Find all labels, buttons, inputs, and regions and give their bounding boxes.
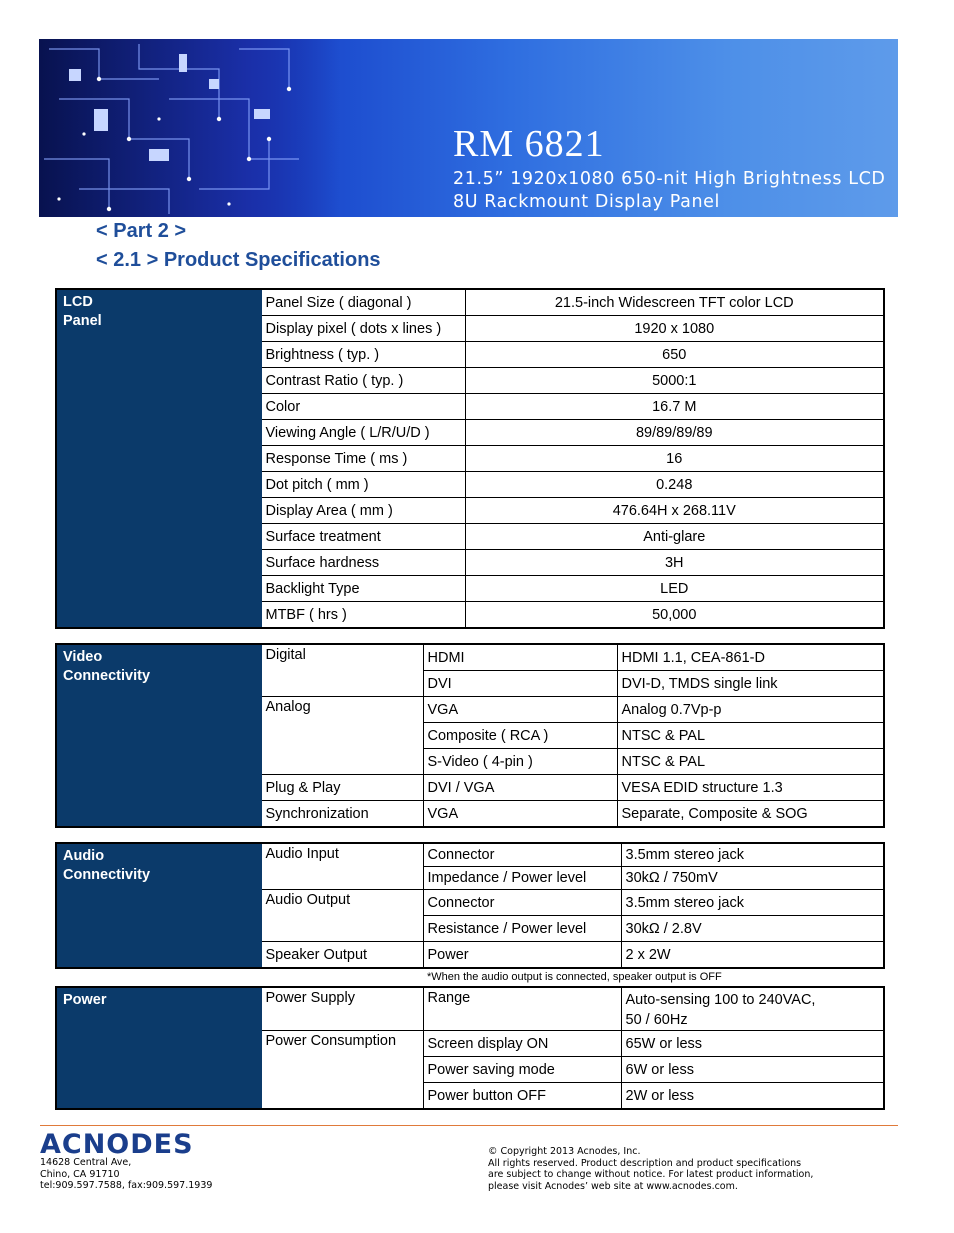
spec-label: Power <box>423 942 621 969</box>
spec-value: 1920 x 1080 <box>465 316 884 342</box>
spec-value: HDMI 1.1, CEA-861-D <box>617 644 884 671</box>
spec-value: 21.5-inch Widescreen TFT color LCD <box>465 289 884 316</box>
spec-value: Auto-sensing 100 to 240VAC, 50 / 60Hz <box>621 987 884 1031</box>
spec-value: Anti-glare <box>465 524 884 550</box>
spec-label: Impedance / Power level <box>423 867 621 890</box>
product-title: RM 6821 <box>453 123 605 165</box>
spec-label: DVI / VGA <box>423 775 617 801</box>
header-banner <box>39 39 898 217</box>
spec-value: 16.7 M <box>465 394 884 420</box>
spec-value: 65W or less <box>621 1031 884 1057</box>
lcd-panel-category: LCD Panel <box>56 289 261 628</box>
company-address: 14628 Central Ave, Chino, CA 91710 tel:909.597.7588, fax:909.597.1939 <box>40 1157 213 1191</box>
spec-value: 6W or less <box>621 1057 884 1083</box>
spec-label: VGA <box>423 697 617 723</box>
spec-label: Display pixel ( dots x lines ) <box>261 316 465 342</box>
spec-group-label: Speaker Output <box>261 942 423 969</box>
power-table <box>55 986 885 1110</box>
spec-value: LED <box>465 576 884 602</box>
section-heading: < 2.1 > Product Specifications <box>96 249 381 271</box>
part-heading: < Part 2 > <box>96 220 187 242</box>
spec-label: Color <box>261 394 465 420</box>
table-row <box>56 289 884 316</box>
spec-label: Contrast Ratio ( typ. ) <box>261 368 465 394</box>
spec-label: VGA <box>423 801 617 828</box>
table-row <box>56 644 884 671</box>
spec-group-label: Power Supply <box>261 987 423 1031</box>
spec-group-label: Plug & Play <box>261 775 423 801</box>
power-category: Power <box>56 987 261 1109</box>
spec-label: Panel Size ( diagonal ) <box>261 289 465 316</box>
audio-footnote: *When the audio output is connected, speaker output is OFF <box>427 971 722 983</box>
spec-value: 3.5mm stereo jack <box>621 890 884 916</box>
spec-value: 16 <box>465 446 884 472</box>
spec-group-label: Audio Input <box>261 843 423 890</box>
spec-group-label: Digital <box>261 644 423 697</box>
audio-connectivity-table <box>55 842 885 969</box>
spec-value: 476.64H x 268.11V <box>465 498 884 524</box>
spec-value: 3.5mm stereo jack <box>621 843 884 867</box>
spec-value: 30kΩ / 750mV <box>621 867 884 890</box>
spec-label: Composite ( RCA ) <box>423 723 617 749</box>
spec-value: VESA EDID structure 1.3 <box>617 775 884 801</box>
spec-group-label: Audio Output <box>261 890 423 942</box>
spec-label: Brightness ( typ. ) <box>261 342 465 368</box>
spec-value: 0.248 <box>465 472 884 498</box>
product-subtitle-line1: 21.5” 1920x1080 650-nit High Brightness LCD <box>453 169 886 189</box>
spec-value: DVI-D, TMDS single link <box>617 671 884 697</box>
spec-label: MTBF ( hrs ) <box>261 602 465 629</box>
spec-label: Range <box>423 987 621 1031</box>
spec-group-label: Synchronization <box>261 801 423 828</box>
spec-label: Connector <box>423 890 621 916</box>
spec-label: Dot pitch ( mm ) <box>261 472 465 498</box>
spec-label: Backlight Type <box>261 576 465 602</box>
spec-value: 2W or less <box>621 1083 884 1110</box>
spec-group-label: Analog <box>261 697 423 775</box>
spec-value: NTSC & PAL <box>617 749 884 775</box>
footer-divider <box>40 1125 898 1126</box>
spec-value: Analog 0.7Vp-p <box>617 697 884 723</box>
spec-label: Surface hardness <box>261 550 465 576</box>
spec-label: DVI <box>423 671 617 697</box>
spec-value: 50,000 <box>465 602 884 629</box>
spec-label: Surface treatment <box>261 524 465 550</box>
spec-value: 2 x 2W <box>621 942 884 969</box>
spec-value: 30kΩ / 2.8V <box>621 916 884 942</box>
spec-value: 5000:1 <box>465 368 884 394</box>
spec-label: Resistance / Power level <box>423 916 621 942</box>
spec-group-label: Power Consumption <box>261 1031 423 1110</box>
audio-connectivity-category: Audio Connectivity <box>56 843 261 968</box>
video-connectivity-table <box>55 643 885 828</box>
table-row <box>56 843 884 867</box>
spec-value: 3H <box>465 550 884 576</box>
video-connectivity-category: Video Connectivity <box>56 644 261 827</box>
spec-value: 650 <box>465 342 884 368</box>
spec-label: Screen display ON <box>423 1031 621 1057</box>
product-subtitle-line2: 8U Rackmount Display Panel <box>453 192 720 212</box>
spec-label: Power button OFF <box>423 1083 621 1110</box>
spec-label: Display Area ( mm ) <box>261 498 465 524</box>
spec-label: Connector <box>423 843 621 867</box>
acnodes-logo: ACNODES <box>40 1129 194 1160</box>
lcd-panel-table <box>55 288 885 629</box>
table-row <box>56 987 884 1031</box>
circuit-board-image <box>39 39 339 217</box>
spec-label: Power saving mode <box>423 1057 621 1083</box>
spec-label: HDMI <box>423 644 617 671</box>
spec-value: Separate, Composite & SOG <box>617 801 884 828</box>
spec-value: NTSC & PAL <box>617 723 884 749</box>
spec-label: Response Time ( ms ) <box>261 446 465 472</box>
spec-label: Viewing Angle ( L/R/U/D ) <box>261 420 465 446</box>
spec-value: 89/89/89/89 <box>465 420 884 446</box>
copyright-notice: © Copyright 2013 Acnodes, Inc. All rights reserved. Product description and product specifications are subject to change without notice. For latest product information, please visit Acnodes’ web site at www.acnodes.com. <box>488 1146 814 1192</box>
spec-label: S-Video ( 4-pin ) <box>423 749 617 775</box>
